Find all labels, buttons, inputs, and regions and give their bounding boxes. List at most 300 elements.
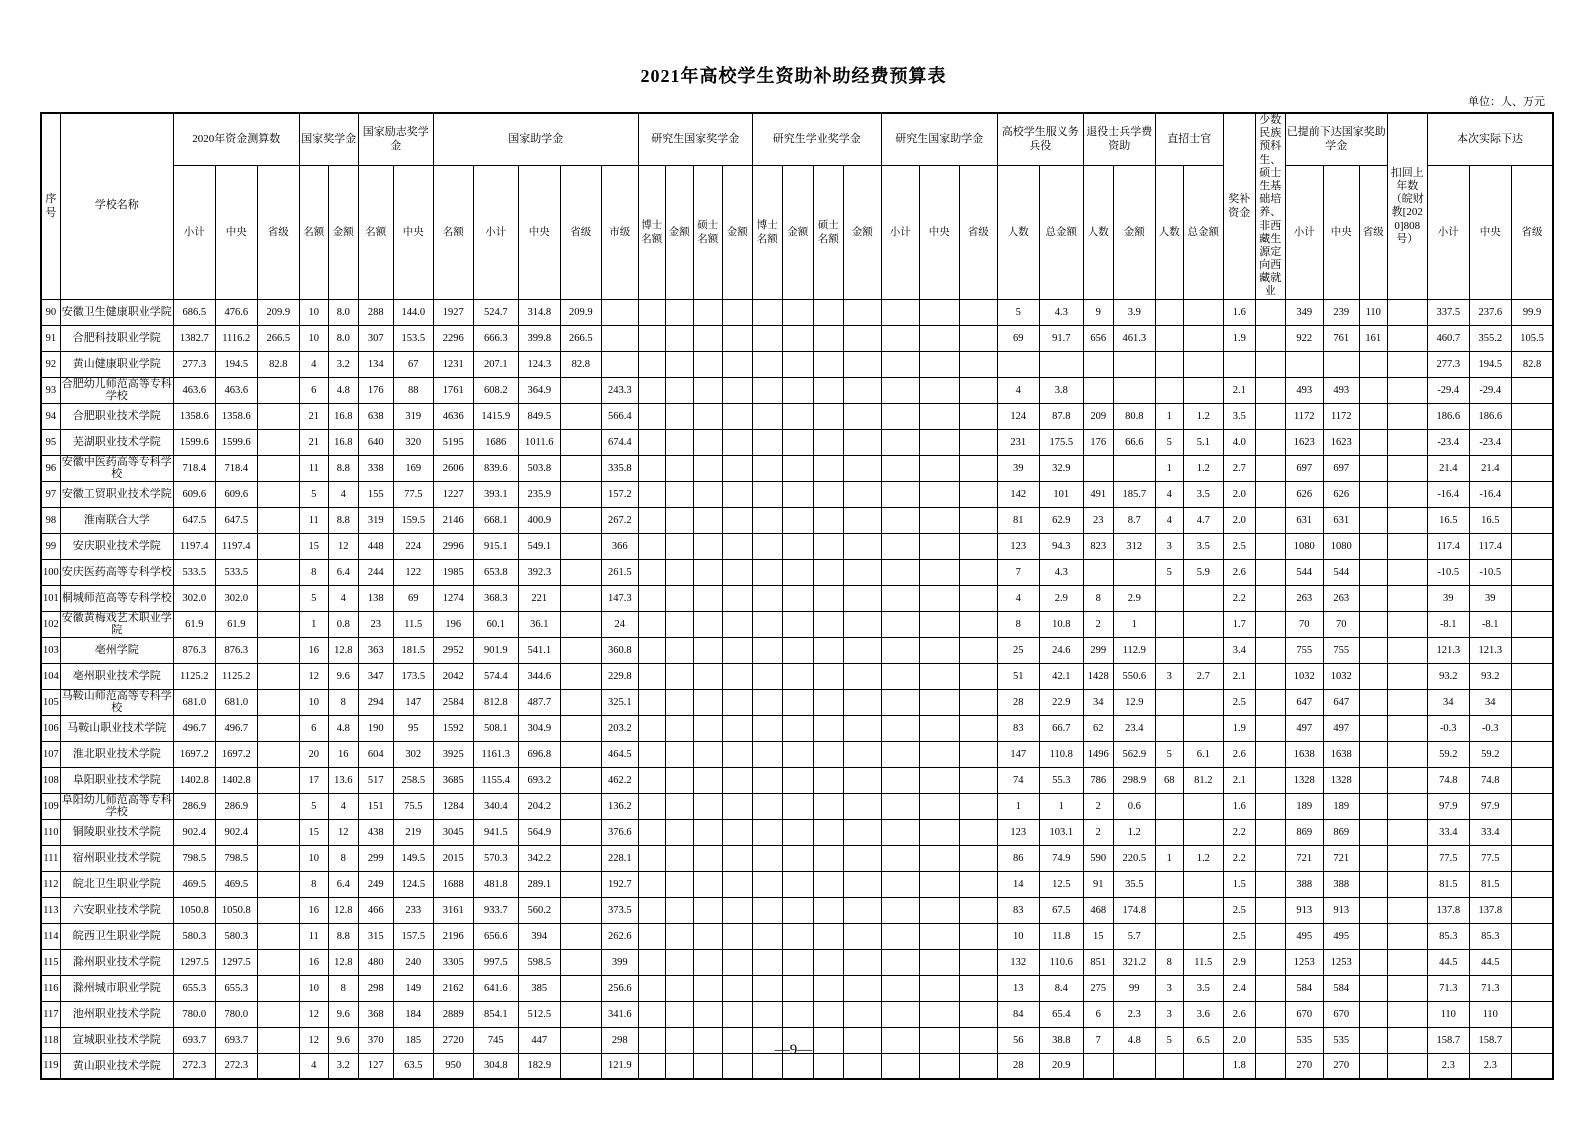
cell: [1387, 767, 1427, 793]
cell: [1255, 793, 1285, 819]
cell: [638, 715, 665, 741]
cell: [782, 663, 813, 689]
cell: 153.5: [393, 325, 433, 351]
cell: 110: [1427, 1001, 1469, 1027]
row-seq: 93: [41, 377, 60, 403]
cell: [959, 377, 997, 403]
cell: [1359, 897, 1387, 923]
cell: [257, 611, 299, 637]
school-name: 铜陵职业技术学院: [60, 819, 173, 845]
cell: [1183, 793, 1223, 819]
cell: [959, 637, 997, 663]
cell: 121.3: [1427, 637, 1469, 663]
cell: 8.0: [328, 325, 358, 351]
cell: 851: [1083, 949, 1113, 975]
cell: 10: [299, 689, 328, 715]
row-seq: 110: [41, 819, 60, 845]
cell: 1358.6: [173, 403, 215, 429]
cell: 755: [1285, 637, 1323, 663]
cell: [919, 377, 959, 403]
cell: [257, 1001, 299, 1027]
cell: 81: [997, 507, 1039, 533]
cell: 6.1: [1183, 741, 1223, 767]
cell: 8: [1083, 585, 1113, 611]
cell: 869: [1323, 819, 1359, 845]
table-row: [41, 897, 1553, 923]
cell: 149: [393, 975, 433, 1001]
cell: 721: [1323, 845, 1359, 871]
cell: 780.0: [215, 1001, 257, 1027]
cell: [560, 429, 601, 455]
cell: [752, 819, 782, 845]
cell: [782, 507, 813, 533]
cell: 466: [358, 897, 393, 923]
cell: 608.2: [473, 377, 518, 403]
cell: 275: [1083, 975, 1113, 1001]
cell: 2.4: [1223, 975, 1255, 1001]
cell: 368: [358, 1001, 393, 1027]
cell: [1511, 481, 1553, 507]
cell: 186.6: [1469, 403, 1511, 429]
cell: [722, 403, 752, 429]
cell: 533.5: [173, 559, 215, 585]
cell: 541.1: [518, 637, 560, 663]
cell: 185.7: [1113, 481, 1155, 507]
cell: 93.2: [1469, 663, 1511, 689]
cell: 670: [1323, 1001, 1359, 1027]
cell: [560, 481, 601, 507]
cell: [1155, 793, 1183, 819]
cell: [665, 949, 693, 975]
cell: [693, 923, 722, 949]
cell: [813, 403, 843, 429]
cell: 566.4: [601, 403, 638, 429]
cell: 3161: [433, 897, 473, 923]
cell: 263: [1285, 585, 1323, 611]
cell: 493: [1285, 377, 1323, 403]
cell: 5: [997, 299, 1039, 325]
table-row: [41, 949, 1553, 975]
cell: 469.5: [215, 871, 257, 897]
cell: [959, 715, 997, 741]
cell: 503.8: [518, 455, 560, 481]
cell: [782, 429, 813, 455]
cell: [665, 455, 693, 481]
cell: 1428: [1083, 663, 1113, 689]
cell: [1359, 767, 1387, 793]
cell: [843, 325, 881, 351]
cell: [693, 325, 722, 351]
cell: 123: [997, 533, 1039, 559]
school-name: 安徽卫生健康职业学院: [60, 299, 173, 325]
cell: [881, 975, 919, 1001]
cell: 12.8: [328, 897, 358, 923]
cell: 12: [299, 663, 328, 689]
cell: 385: [518, 975, 560, 1001]
sub-header: 省级: [257, 166, 299, 299]
cell: 2196: [433, 923, 473, 949]
cell: 721: [1285, 845, 1323, 871]
cell: -23.4: [1469, 429, 1511, 455]
cell: 61.9: [215, 611, 257, 637]
cell: 1623: [1323, 429, 1359, 455]
cell: [1255, 299, 1285, 325]
cell: 60.1: [473, 611, 518, 637]
cell: 495: [1323, 923, 1359, 949]
school-name: 黄山健康职业学院: [60, 351, 173, 377]
cell: 2.6: [1223, 559, 1255, 585]
cell: [257, 507, 299, 533]
cell: 124.5: [393, 871, 433, 897]
cell: 786: [1083, 767, 1113, 793]
cell: [1255, 923, 1285, 949]
cell: 1: [1039, 793, 1083, 819]
cell: 1688: [433, 871, 473, 897]
cell: [638, 481, 665, 507]
cell: [693, 377, 722, 403]
row-seq: 97: [41, 481, 60, 507]
cell: [813, 429, 843, 455]
cell: 798.5: [215, 845, 257, 871]
cell: [959, 819, 997, 845]
cell: 16: [299, 949, 328, 975]
cell: 481.8: [473, 871, 518, 897]
cell: 3.9: [1113, 299, 1155, 325]
cell: [257, 403, 299, 429]
cell: 1080: [1323, 533, 1359, 559]
cell: [638, 455, 665, 481]
cell: [1359, 429, 1387, 455]
group-header: 直招士官: [1155, 113, 1223, 166]
cell: 151: [358, 793, 393, 819]
cell: [257, 663, 299, 689]
cell: [843, 923, 881, 949]
cell: [843, 585, 881, 611]
cell: [1183, 923, 1223, 949]
cell: 626: [1285, 481, 1323, 507]
cell: [665, 741, 693, 767]
cell: 0.6: [1113, 793, 1155, 819]
table-row: [41, 325, 1553, 351]
cell: 901.9: [473, 637, 518, 663]
unit-note: 单位：人、万元: [1468, 96, 1545, 108]
cell: 655.3: [173, 975, 215, 1001]
cell: 1599.6: [215, 429, 257, 455]
page-number: —9—: [774, 1042, 813, 1058]
cell: [1387, 689, 1427, 715]
cell: 11: [299, 923, 328, 949]
cell: [638, 429, 665, 455]
cell: [722, 455, 752, 481]
cell: 655.3: [215, 975, 257, 1001]
cell: 83: [997, 715, 1039, 741]
cell: 3045: [433, 819, 473, 845]
cell: [665, 559, 693, 585]
cell: 2: [1083, 793, 1113, 819]
school-name: 安庆医药高等专科学校: [60, 559, 173, 585]
cell: 77.5: [393, 481, 433, 507]
cell: [722, 663, 752, 689]
cell: [959, 325, 997, 351]
cell: [752, 637, 782, 663]
cell: 1761: [433, 377, 473, 403]
sub-header: 中央: [1469, 166, 1511, 299]
cell: [881, 585, 919, 611]
cell: [1039, 351, 1083, 377]
cell: [1511, 611, 1553, 637]
cell: 176: [358, 377, 393, 403]
row-seq: 101: [41, 585, 60, 611]
cell: [752, 871, 782, 897]
cell: 812.8: [473, 689, 518, 715]
cell: 21: [299, 403, 328, 429]
cell: [959, 481, 997, 507]
cell: [881, 559, 919, 585]
cell: 9.6: [328, 1027, 358, 1053]
row-seq: 119: [41, 1053, 60, 1079]
cell: 157.2: [601, 481, 638, 507]
cell: 263: [1323, 585, 1359, 611]
cell: [601, 351, 638, 377]
sub-header: 小计: [881, 166, 919, 299]
cell: 34: [1083, 689, 1113, 715]
cell: [919, 689, 959, 715]
cell: 394: [518, 923, 560, 949]
cell: [1511, 429, 1553, 455]
cell: [722, 611, 752, 637]
cell: [1511, 377, 1553, 403]
cell: 493: [1323, 377, 1359, 403]
cell: 656: [1083, 325, 1113, 351]
cell: [843, 507, 881, 533]
cell: [1387, 741, 1427, 767]
cell: 2.3: [1427, 1053, 1469, 1079]
cell: 464.5: [601, 741, 638, 767]
cell: [782, 975, 813, 1001]
cell: [1511, 533, 1553, 559]
cell: [693, 767, 722, 793]
cell: 203.2: [601, 715, 638, 741]
cell: [1359, 403, 1387, 429]
cell: [843, 1001, 881, 1027]
cell: 1: [299, 611, 328, 637]
cell: [752, 429, 782, 455]
cell: 697: [1285, 455, 1323, 481]
cell: [1155, 637, 1183, 663]
sub-header: 小计: [1285, 166, 1323, 299]
cell: 5: [299, 481, 328, 507]
cell: 81.5: [1469, 871, 1511, 897]
cell: 174.8: [1113, 897, 1155, 923]
cell: 580.3: [173, 923, 215, 949]
cell: 5: [1155, 1027, 1183, 1053]
cell: [959, 403, 997, 429]
cell: [881, 533, 919, 559]
cell: 7: [997, 559, 1039, 585]
cell: 298: [358, 975, 393, 1001]
cell: [881, 923, 919, 949]
cell: 315: [358, 923, 393, 949]
cell: [752, 325, 782, 351]
cell: 335.8: [601, 455, 638, 481]
cell: 631: [1285, 507, 1323, 533]
cell: 1697.2: [173, 741, 215, 767]
cell: 876.3: [215, 637, 257, 663]
cell: [813, 897, 843, 923]
cell: 681.0: [173, 689, 215, 715]
cell: 1.6: [1223, 299, 1255, 325]
cell: 272.3: [215, 1053, 257, 1079]
cell: [1255, 429, 1285, 455]
cell: 123: [997, 819, 1039, 845]
cell: 35.5: [1113, 871, 1155, 897]
cell: 81.2: [1183, 767, 1223, 793]
cell: [752, 507, 782, 533]
cell: [638, 949, 665, 975]
cell: 535: [1285, 1027, 1323, 1053]
cell: 33.4: [1469, 819, 1511, 845]
cell: 512.5: [518, 1001, 560, 1027]
cell: 392.3: [518, 559, 560, 585]
cell: [919, 741, 959, 767]
cell: [813, 299, 843, 325]
cell: 207.1: [473, 351, 518, 377]
cell: 16: [299, 897, 328, 923]
cell: [1359, 871, 1387, 897]
cell: [1183, 637, 1223, 663]
cell: [1183, 715, 1223, 741]
cell: 640: [358, 429, 393, 455]
cell: 204.2: [518, 793, 560, 819]
cell: 209.9: [257, 299, 299, 325]
cell: [1255, 611, 1285, 637]
cell: 62: [1083, 715, 1113, 741]
cell: 1125.2: [215, 663, 257, 689]
cell: [1255, 845, 1285, 871]
cell: 1197.4: [173, 533, 215, 559]
cell: [1387, 403, 1427, 429]
cell: [257, 897, 299, 923]
cell: 902.4: [215, 819, 257, 845]
row-seq: 109: [41, 793, 60, 819]
cell: [1359, 715, 1387, 741]
cell: [1387, 975, 1427, 1001]
cell: 1080: [1285, 533, 1323, 559]
cell: 491: [1083, 481, 1113, 507]
cell: 94.3: [1039, 533, 1083, 559]
cell: 1328: [1285, 767, 1323, 793]
cell: 95: [393, 715, 433, 741]
cell: 1.2: [1183, 845, 1223, 871]
cell: 75.5: [393, 793, 433, 819]
cell: 609.6: [173, 481, 215, 507]
cell: [1359, 481, 1387, 507]
cell: 368.3: [473, 585, 518, 611]
cell: [1511, 897, 1553, 923]
cell: [1155, 299, 1183, 325]
cell: [752, 923, 782, 949]
cell: [1387, 637, 1427, 663]
cell: [665, 975, 693, 1001]
cell: [722, 325, 752, 351]
cell: [1255, 481, 1285, 507]
cell: 497: [1285, 715, 1323, 741]
cell: [1387, 897, 1427, 923]
cell: 2146: [433, 507, 473, 533]
cell: 22.9: [1039, 689, 1083, 715]
cell: 2.3: [1113, 1001, 1155, 1027]
cell: 1.2: [1113, 819, 1155, 845]
cell: 1155.4: [473, 767, 518, 793]
cell: [560, 663, 601, 689]
cell: 1032: [1285, 663, 1323, 689]
school-name: 安徽工贸职业技术学院: [60, 481, 173, 507]
sub-header: 硕士名额: [813, 166, 843, 299]
cell: 270: [1285, 1053, 1323, 1079]
cell: [665, 403, 693, 429]
cell: 86: [997, 845, 1039, 871]
cell: [1387, 949, 1427, 975]
school-name: 安庆职业技术学院: [60, 533, 173, 559]
cell: 229.8: [601, 663, 638, 689]
group-header: 少数民族预科生、硕士生基础培养、非西藏生源定向西藏就业: [1255, 113, 1285, 299]
cell: 1328: [1323, 767, 1359, 793]
cell: 34: [1469, 689, 1511, 715]
cell: [257, 975, 299, 1001]
cell: [881, 871, 919, 897]
cell: 21.4: [1469, 455, 1511, 481]
cell: 574.4: [473, 663, 518, 689]
cell: [1387, 559, 1427, 585]
cell: [752, 741, 782, 767]
cell: [1183, 611, 1223, 637]
cell: 913: [1323, 897, 1359, 923]
cell: [1323, 351, 1359, 377]
cell: [919, 585, 959, 611]
cell: 182.9: [518, 1053, 560, 1079]
cell: 3: [1155, 533, 1183, 559]
cell: [1511, 715, 1553, 741]
cell: 590: [1083, 845, 1113, 871]
school-name: 合肥科技职业学院: [60, 325, 173, 351]
cell: [1155, 871, 1183, 897]
sub-header: 金额: [782, 166, 813, 299]
cell: [1387, 377, 1427, 403]
cell: 461.3: [1113, 325, 1155, 351]
cell: 686.5: [173, 299, 215, 325]
cell: [959, 767, 997, 793]
cell: 74.8: [1427, 767, 1469, 793]
cell: [693, 403, 722, 429]
cell: 44.5: [1427, 949, 1469, 975]
school-name: 合肥职业技术学院: [60, 403, 173, 429]
cell: 12: [299, 1001, 328, 1027]
cell: 854.1: [473, 1001, 518, 1027]
sub-header: 硕士名额: [693, 166, 722, 299]
cell: [560, 793, 601, 819]
cell: [782, 923, 813, 949]
cell: 584: [1323, 975, 1359, 1001]
cell: 647: [1285, 689, 1323, 715]
cell: [1183, 819, 1223, 845]
cell: 447: [518, 1027, 560, 1053]
cell: 186.6: [1427, 403, 1469, 429]
cell: 69: [393, 585, 433, 611]
school-name: 池州职业技术学院: [60, 1001, 173, 1027]
cell: [722, 689, 752, 715]
cell: 5195: [433, 429, 473, 455]
cell: 997.5: [473, 949, 518, 975]
